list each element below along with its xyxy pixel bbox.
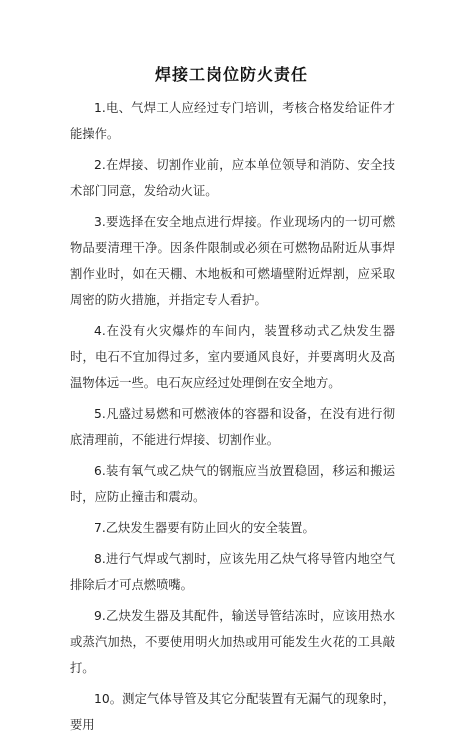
paragraph-8: 8.进行气焊或气割时，应该先用乙炔气将导管内地空气排除后才可点燃喷嘴。	[70, 552, 395, 592]
paragraph-1: 1.电、气焊工人应经过专门培训，考核合格发给证件才能操作。	[70, 101, 395, 141]
paragraph-2: 2.在焊接、切割作业前，应本单位领导和消防、安全技术部门同意，发给动火证。	[70, 158, 395, 198]
document-title: 焊接工岗位防火责任	[154, 65, 308, 84]
paragraph-5: 5.凡盛过易燃和可燃液体的容器和设备，在没有进行彻底清理前，不能进行焊接、切割作业。	[70, 407, 395, 447]
paragraph-9: 9.乙炔发生器及其配件，输送导管结冻时，应该用热水或蒸汽加热，不要使用明火加热或用可能发生火花的工具敲打。	[70, 609, 395, 675]
paragraph-3: 3.要选择在安全地点进行焊接。作业现场内的一切可燃物品要清理干净。因条件限制或必须在可燃物品附近从事焊割作业时，如在天棚、木地板和可燃墙壁附近焊割，应采取周密的防火措施，并指定专人看护。	[70, 215, 395, 307]
paragraph-10: 10。测定气体导管及其它分配装置有无漏气的现象时，要用	[70, 692, 395, 732]
paragraph-4: 4.在没有火灾爆炸的车间内，装置移动式乙炔发生器时，电石不宜加得过多，室内要通风良好，并要离明火及高温物体远一些。电石灰应经过处理倒在安全地方。	[70, 324, 395, 390]
paragraph-6: 6.装有氧气或乙炔气的钢瓶应当放置稳固，移运和搬运时，应防止撞击和震动。	[70, 464, 395, 504]
document-body	[70, 95, 395, 743]
paragraph-7: 7.乙炔发生器要有防止回火的安全装置。	[94, 521, 315, 535]
